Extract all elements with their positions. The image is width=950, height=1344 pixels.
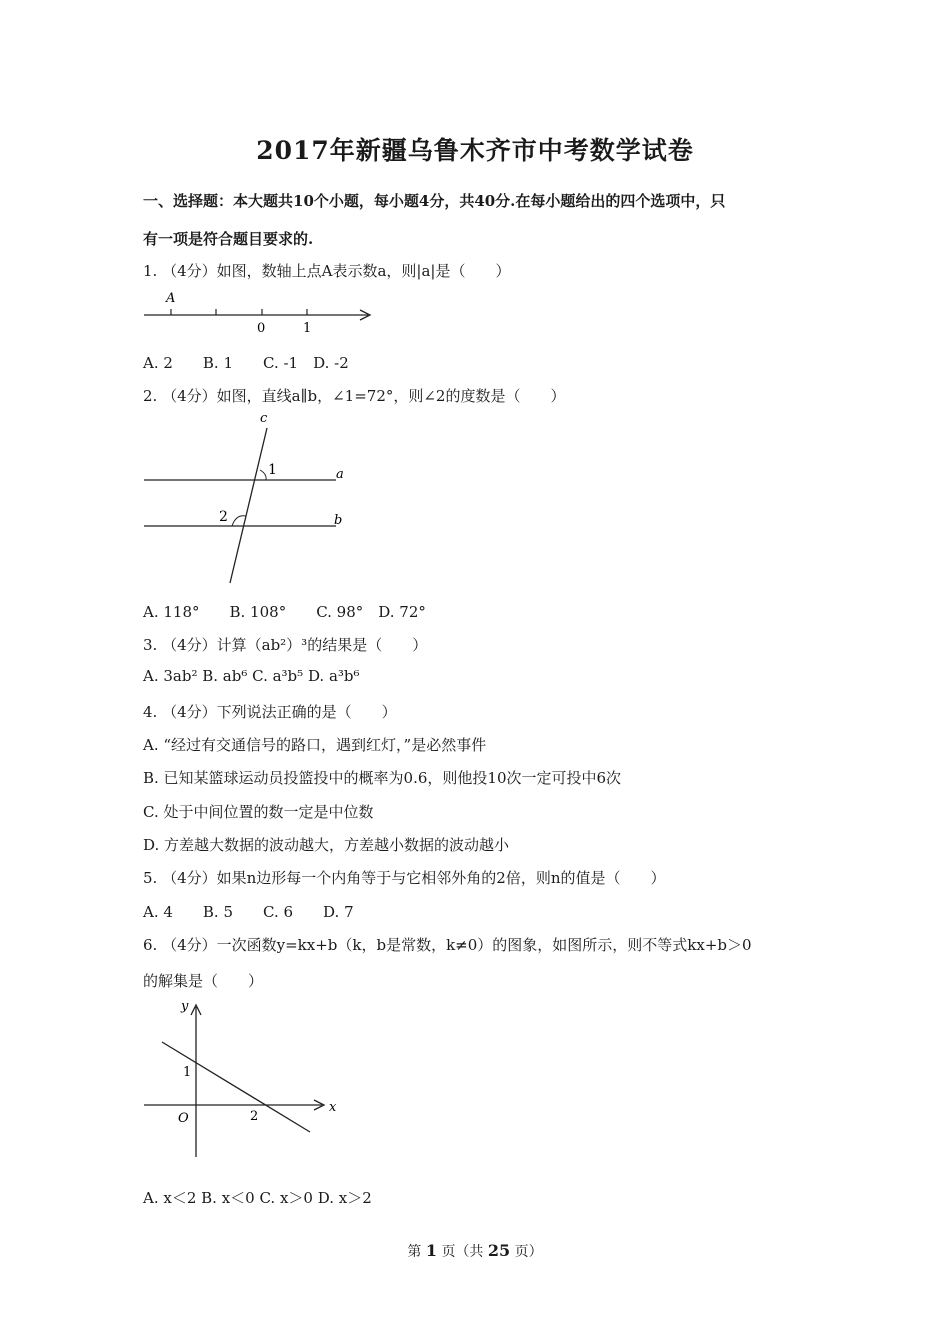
question-6-options: A. x＜2 B. x＜0 C. x＞0 D. x＞2 [143,1189,372,1207]
angle-2-label: 2 [219,509,228,525]
page-title: 2017年新疆乌鲁木齐市中考数学试卷 [256,136,694,165]
footer-suffix: 页） [514,1244,543,1260]
linear-function-graph-figure [140,995,350,1165]
y-intercept-label: 1 [183,1065,192,1080]
question-6-stem-line2: 的解集是（ ） [143,972,264,990]
question-4-option-b: B. 已知某篮球运动员投篮投中的概率为0.6，则他投10次一定可投中6次 [143,769,622,787]
question-5-options: A. 4 B. 5 C. 6 D. 7 [143,903,354,921]
question-2-stem: 2. （4分）如图，直线a∥b，∠1=72°，则∠2的度数是（ ） [143,387,566,405]
question-4-stem: 4. （4分）下列说法正确的是（ ） [143,703,397,721]
footer-prefix: 第 [407,1244,422,1260]
question-3-stem: 3. （4分）计算（ab²）³的结果是（ ） [143,636,428,654]
tick-1-label: 1 [303,321,312,336]
footer-page-number: 1 [425,1241,437,1260]
x-intercept-label: 2 [250,1109,259,1124]
origin-label: O [178,1111,189,1126]
line-c-label: c [260,411,268,426]
question-4-option-c: C. 处于中间位置的数一定是中位数 [143,803,374,821]
footer-middle: 页（共 [441,1244,484,1260]
section-heading-line1: 一、选择题：本大题共10个小题，每小题4分，共40分.在每小题给出的四个选项中，只 [143,192,726,210]
x-axis-label: x [329,1100,337,1115]
number-line-figure [140,288,380,338]
y-axis-label: y [181,999,189,1014]
question-1-options: A. 2 B. 1 C. -1 D. -2 [143,354,349,372]
page-footer [0,1241,950,1261]
question-1-stem: 1. （4分）如图，数轴上点A表示数a，则|a|是（ ） [143,262,511,280]
footer-total-pages: 25 [487,1241,511,1260]
parallel-lines-figure [140,408,360,588]
point-a-label: A [166,291,176,306]
line-a-label: a [336,467,344,482]
section-heading-line2: 有一项是符合题目要求的. [143,230,314,248]
question-6-stem-line1: 6. （4分）一次函数y=kx+b（k，b是常数，k≠0）的图象，如图所示，则不等式kx+b＞0 [143,936,752,954]
question-2-options: A. 118° B. 108° C. 98° D. 72° [143,603,426,621]
line-b-label: b [334,513,343,528]
angle-1-label: 1 [268,462,277,478]
tick-0-label: 0 [257,321,266,336]
question-4-option-d: D. 方差越大数据的波动越大，方差越小数据的波动越小 [143,836,510,854]
question-3-options: A. 3ab² B. ab⁶ C. a³b⁵ D. a³b⁶ [143,667,360,685]
question-5-stem: 5. （4分）如果n边形每一个内角等于与它相邻外角的2倍，则n的值是（ ） [143,869,666,887]
question-4-option-a: A. “经过有交通信号的路口，遇到红灯，”是必然事件 [143,736,487,754]
